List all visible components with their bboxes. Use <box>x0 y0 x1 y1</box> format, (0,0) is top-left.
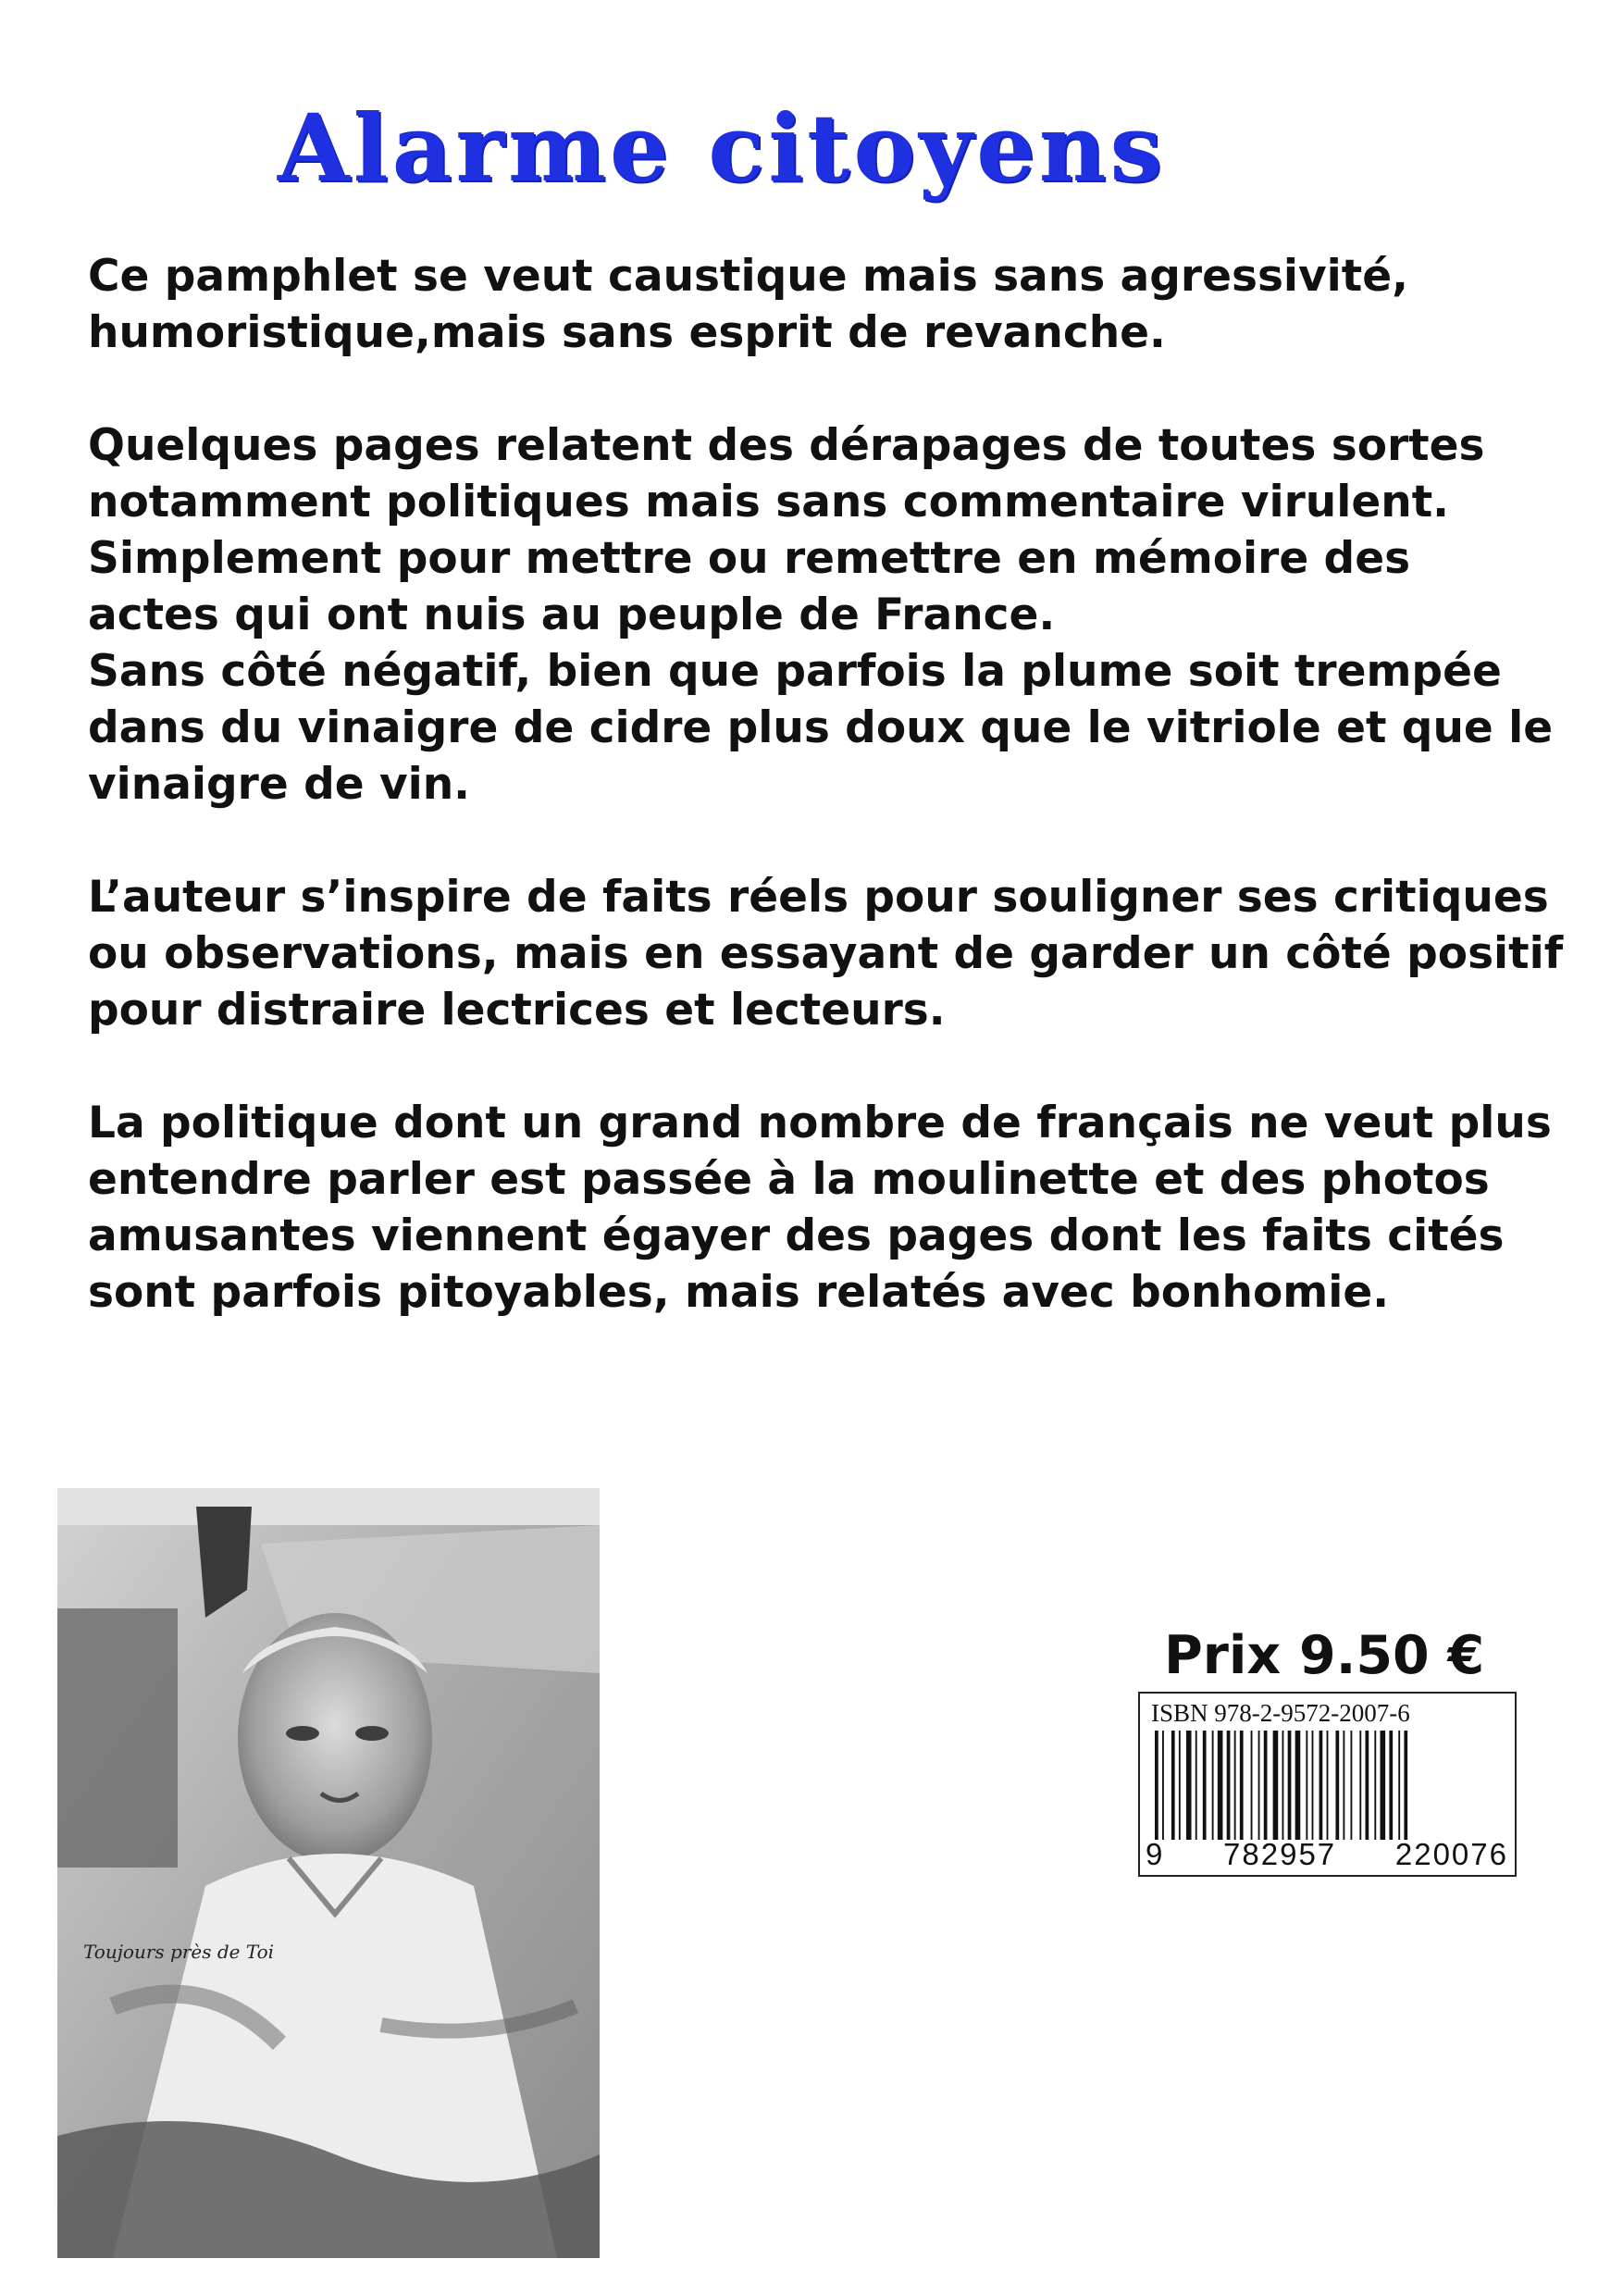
barcode-bar <box>1319 1731 1323 1840</box>
barcode-bar <box>1240 1731 1244 1840</box>
text-line: notamment politiques mais sans commentaire virulent. <box>88 477 1450 527</box>
text-line: La politique dont un grand nombre de français ne veut plus <box>88 1098 1552 1148</box>
barcode-bar <box>1350 1731 1352 1840</box>
barcode-bar <box>1186 1731 1192 1840</box>
text-line: actes qui ont nuis au peuple de France. <box>88 590 1056 640</box>
barcode-bar <box>1365 1731 1369 1840</box>
text-line: Sans côté négatif, bien que parfois la plume soit trempée <box>88 646 1502 697</box>
barcode-bar <box>1258 1731 1260 1840</box>
author-photo-illustration <box>57 1488 600 2258</box>
paragraph-2 <box>88 417 1568 813</box>
barcode-bar <box>1212 1731 1214 1840</box>
text-line: ou observations, mais en essayant de garder un côté positif <box>88 928 1564 979</box>
barcode-bar <box>1162 1731 1164 1840</box>
text-line: vinaigre de vin. <box>88 759 471 810</box>
text-line: Quelques pages relatent des dérapages de toutes sortes <box>88 420 1485 471</box>
paragraph-4 <box>88 1095 1568 1321</box>
barcode-bar <box>1155 1731 1158 1840</box>
barcode-bar <box>1288 1731 1292 1840</box>
barcode-right-digits: 220076 <box>1394 1837 1508 1871</box>
barcode-left-digits: 782957 <box>1223 1837 1337 1871</box>
barcode-bar <box>1335 1731 1339 1840</box>
barcode-bar <box>1203 1731 1207 1840</box>
barcode-bar <box>1398 1731 1400 1840</box>
back-cover-blurb <box>88 248 1568 1377</box>
book-title: Alarme citoyens <box>278 93 1166 203</box>
barcode-bar <box>1218 1731 1223 1840</box>
barcode-bar <box>1273 1731 1279 1840</box>
paragraph-1 <box>88 248 1568 361</box>
barcode-bar <box>1343 1731 1344 1840</box>
barcode-bar <box>1359 1731 1361 1840</box>
barcode-bar <box>1327 1731 1329 1840</box>
text-line: Simplement pour mettre ou remettre en mémoire des <box>88 533 1411 584</box>
barcode-bar <box>1312 1731 1314 1840</box>
isbn-label: ISBN 978-2-9572-2007-6 <box>1151 1699 1410 1727</box>
price-label: Prix 9.50 € <box>1164 1625 1485 1686</box>
text-line: sont parfois pitoyables, mais relatés avec bonhomie. <box>88 1267 1390 1318</box>
text-line: pour distraire lectrices et lecteurs. <box>88 985 946 1036</box>
barcode-bar <box>1295 1731 1301 1840</box>
barcode-bar <box>1381 1731 1386 1840</box>
barcode-digits <box>1146 1838 1508 1871</box>
barcode-bar <box>1234 1731 1236 1840</box>
barcode-first-digit: 9 <box>1146 1837 1165 1871</box>
text-line: entendre parler est passée à la moulinette et des photos <box>88 1154 1490 1205</box>
text-line: dans du vinaigre de cidre plus doux que le vitriole et que le <box>88 702 1554 753</box>
barcode-bar <box>1374 1731 1376 1840</box>
barcode-bar <box>1389 1731 1393 1840</box>
text-line: humoristique,mais sans esprit de revanche. <box>88 307 1166 358</box>
handwritten-caption: Toujours près de Toi <box>83 1941 275 1963</box>
barcode-bar <box>1282 1731 1284 1840</box>
isbn-barcode <box>1138 1692 1517 1877</box>
barcode-bar <box>1179 1731 1181 1840</box>
author-photo <box>57 1488 600 2258</box>
barcode-bar <box>1227 1731 1231 1840</box>
barcode-bar <box>1404 1731 1407 1840</box>
barcode-bar <box>1306 1731 1307 1840</box>
barcode-bar <box>1251 1731 1253 1840</box>
barcode-bars <box>1149 1731 1505 1840</box>
text-line: L’auteur s’inspire de faits réels pour souligner ses critiques <box>88 872 1549 923</box>
barcode-bar <box>1171 1731 1175 1840</box>
text-line: amusantes viennent égayer des pages dont les faits cités <box>88 1210 1505 1261</box>
barcode-bar <box>1264 1731 1268 1840</box>
text-line: Ce pamphlet se veut caustique mais sans agressivité, <box>88 251 1408 302</box>
paragraph-3 <box>88 869 1568 1038</box>
barcode-bar <box>1196 1731 1197 1840</box>
